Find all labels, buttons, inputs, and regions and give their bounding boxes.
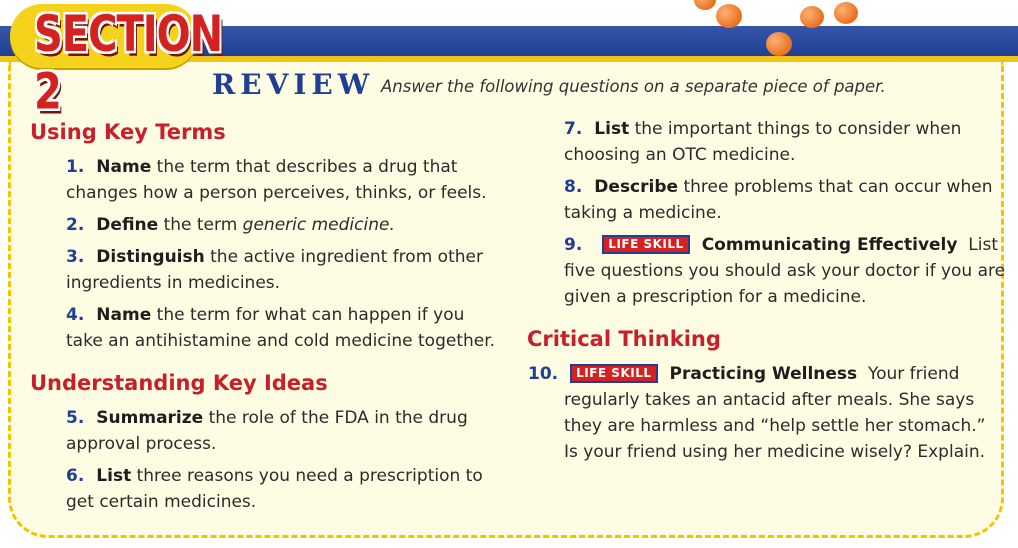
coin-decoration <box>800 6 824 28</box>
question-2: 2. Define the term generic medicine. <box>66 215 395 235</box>
question-8: 8. Describe three problems that can occur when taking a medicine. <box>564 177 993 223</box>
question-7: 7. List the important things to consider when choosing an OTC medicine. <box>564 119 962 165</box>
question-5: 5. Summarize the role of the FDA in the drug approval process. <box>66 408 468 454</box>
review-title: REVIEW <box>212 68 375 101</box>
question-4: 4. Name the term for what can happen if you take an antihistamine and cold medicine together. <box>66 305 496 351</box>
heading-understanding-key-ideas: Understanding Key Ideas <box>30 371 328 395</box>
question-6: 6. List three reasons you need a prescription to get certain medicines. <box>66 466 483 512</box>
question-1: 1. Name the term that describes a drug that changes how a person perceives, thinks, or feels. <box>66 157 487 203</box>
heading-using-key-terms: Using Key Terms <box>30 120 226 144</box>
question-9: 9. LIFE SKILL Communicating Effectively List five questions you should ask your doctor if you are given a prescription for a medicine. <box>564 235 1006 307</box>
heading-critical-thinking: Critical Thinking <box>527 327 721 351</box>
coin-decoration <box>716 4 742 28</box>
coin-decoration <box>694 0 716 10</box>
coin-decoration <box>834 2 858 24</box>
question-10: 10. LIFE SKILL Practicing Wellness Your friend regularly takes an antacid after meals. She says they are harmless and “help settle her stomach.” Is your friend using her medicine wisely? Explain. <box>528 364 986 462</box>
life-skill-badge: LIFE SKILL <box>570 364 657 383</box>
question-3: 3. Distinguish the active ingredient from other ingredients in medicines. <box>66 247 483 293</box>
section-badge <box>10 4 223 121</box>
coin-decoration <box>766 32 792 56</box>
review-instructions: Answer the following questions on a separate piece of paper. <box>381 77 886 96</box>
life-skill-badge: LIFE SKILL <box>602 235 689 254</box>
section-label: SECTION 2 <box>34 6 223 121</box>
